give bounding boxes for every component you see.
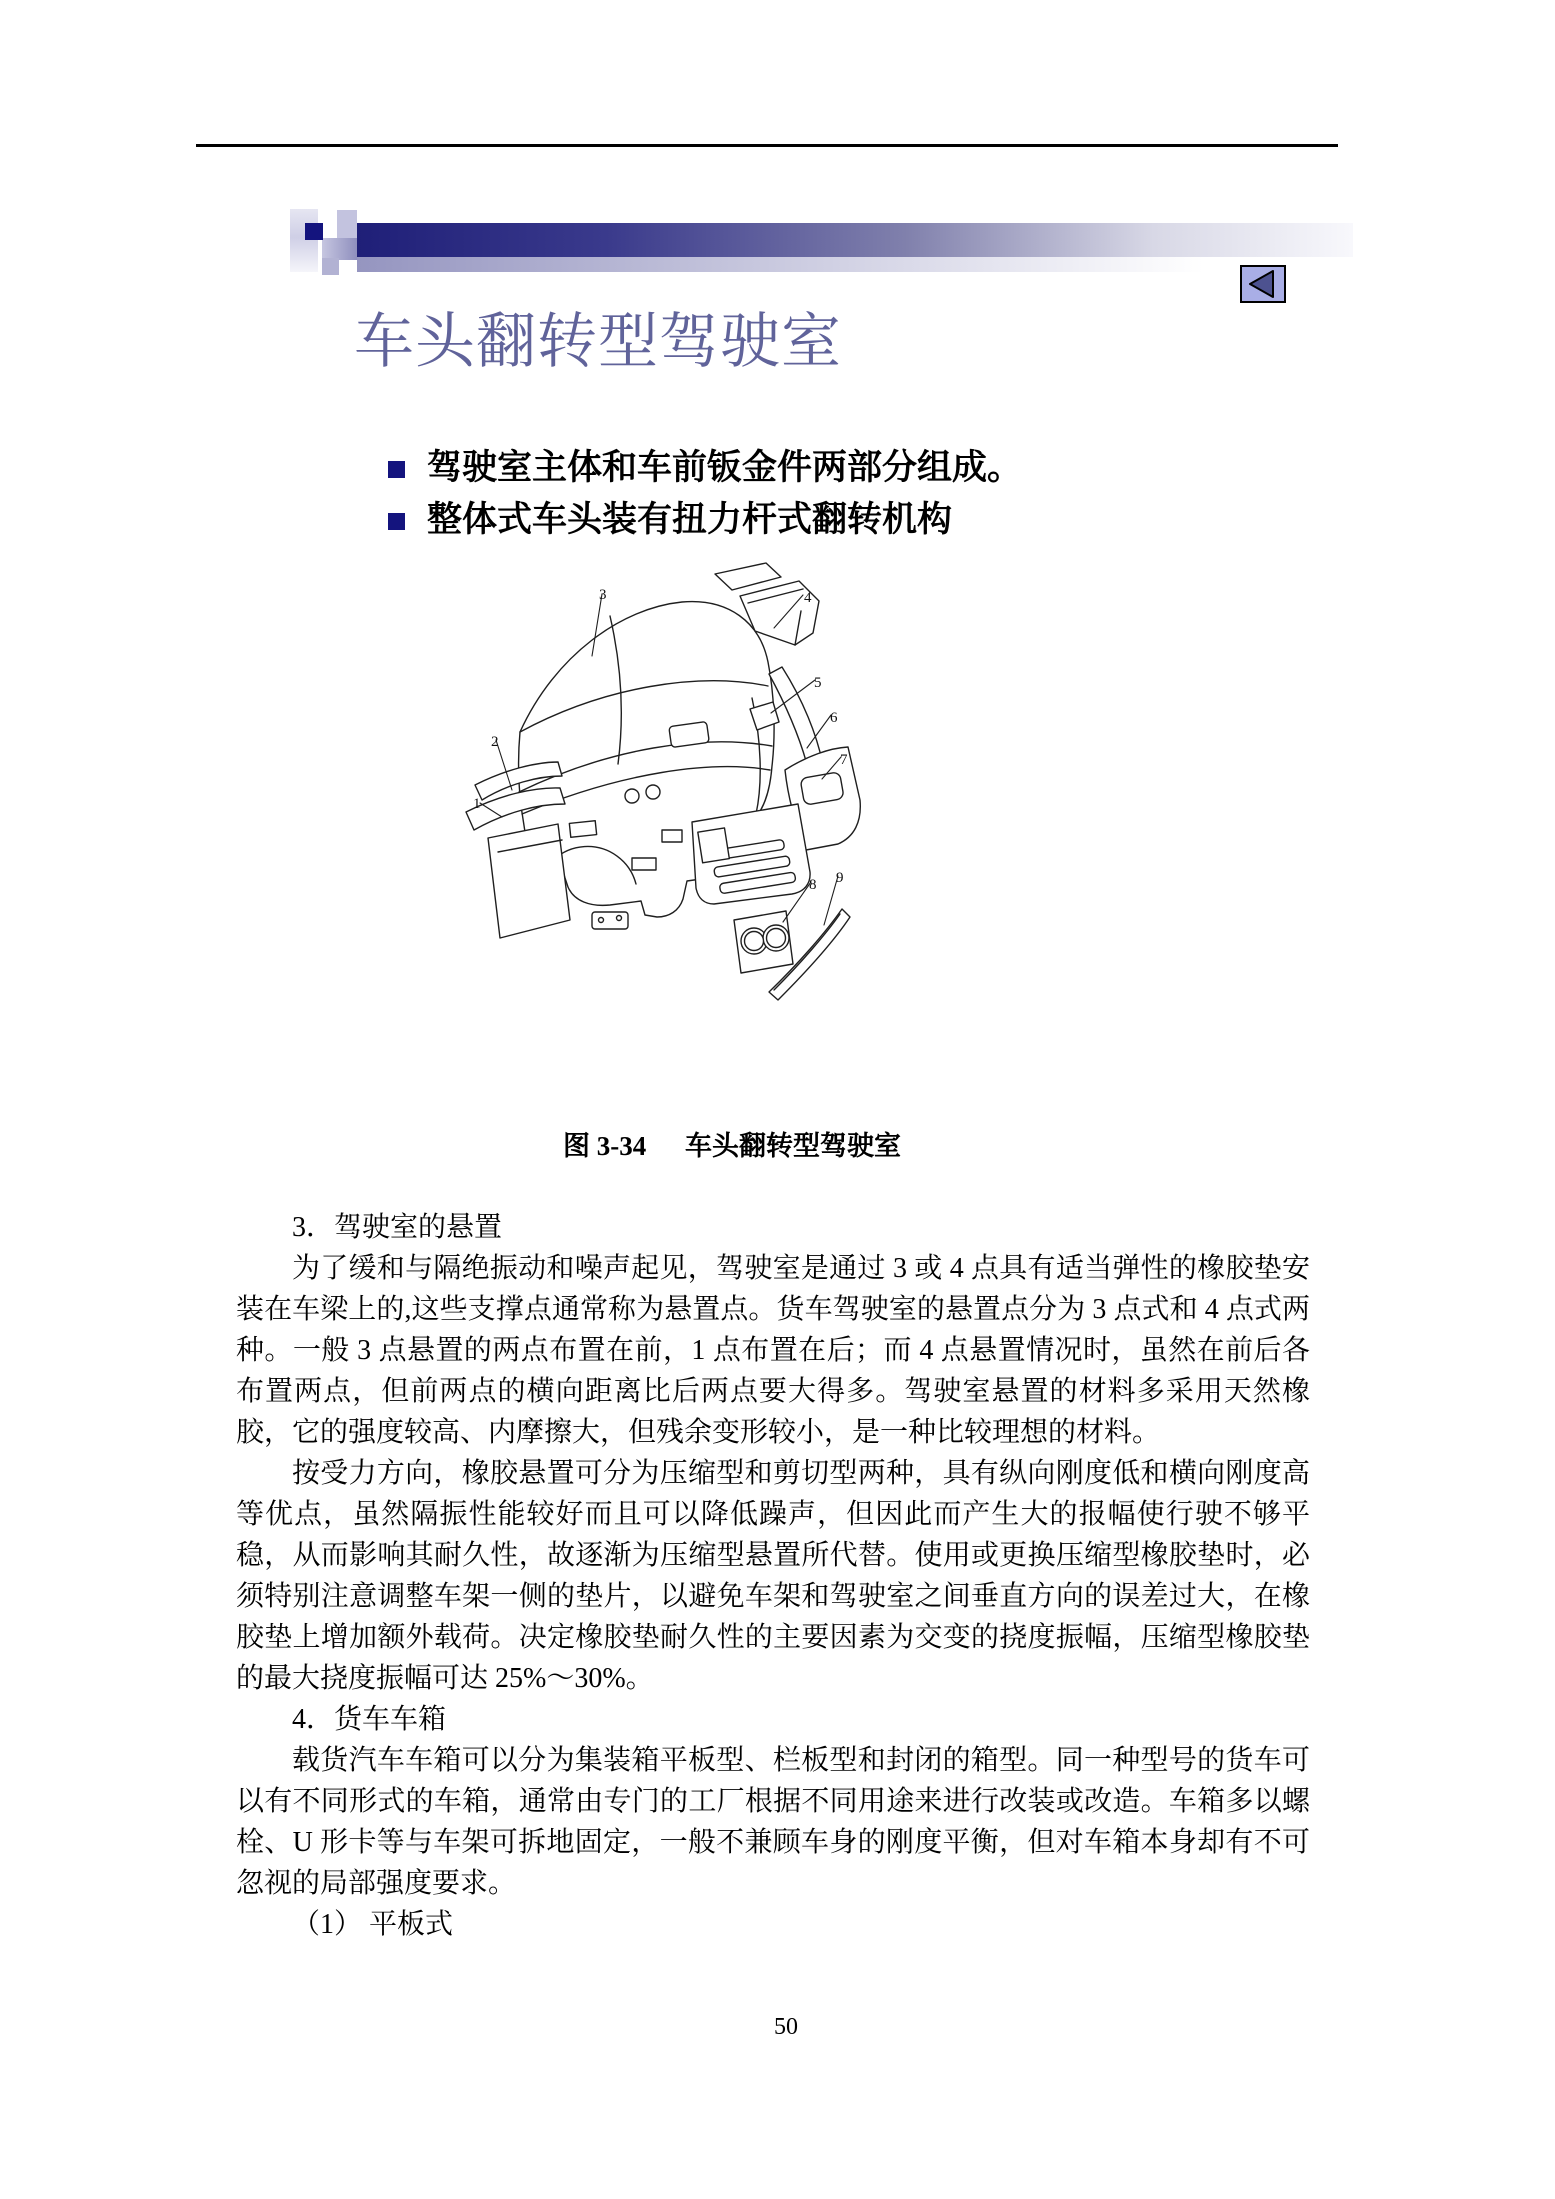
bullet-text: 整体式车头装有扭力杆式翻转机构	[427, 500, 953, 539]
header-deco-square-small	[322, 258, 339, 275]
page-number: 50	[774, 2014, 798, 2040]
top-divider-line	[196, 144, 1338, 147]
windshield-frame-parts-drawing	[466, 762, 570, 938]
page-title: 车头翻转型驾驶室	[354, 309, 842, 375]
part-number-label: 1	[473, 796, 481, 812]
paragraph: 载货汽车车箱可以分为集装箱平板型、栏板型和封闭的箱型。同一种型号的货车可以有不同形式的车箱，通常由专门的工厂根据不同用途来进行改装或改造。车箱多以螺栓、U 形卡等与车架可拆地固定，一般不兼顾车身的刚度平衡，但对车箱本身却有不可忽视的局部强度要求。	[236, 1745, 1310, 1899]
part-number-label: 3	[599, 587, 607, 603]
figure-caption	[563, 1124, 901, 1163]
back-icon	[1242, 267, 1284, 301]
figure-caption-title: 车头翻转型驾驶室	[685, 1131, 901, 1161]
bullet-square-icon	[388, 461, 405, 478]
part-number-label: 8	[809, 877, 817, 893]
back-button[interactable]	[1240, 265, 1286, 303]
bullet-square-icon	[388, 513, 405, 530]
paragraph: 为了缓和与隔绝振动和噪声起见，驾驶室是通过 3 或 4 点具有适当弹性的橡胶垫安装在车梁上的,这些支撑点通常称为悬置点。货车驾驶室的悬置点分为 3 点式和 4 点式两种。一般 3 点悬置的两点布置在前，1 点布置在后；而 4 点悬置情况时，虽然在前后各布置两点，但前两点的横向距离比后两点要大得多。驾驶室悬置的材料多采用天然橡胶，它的强度较高、内摩擦大，但残余变形较小，是一种比较理想的材料。	[236, 1253, 1310, 1448]
section-heading: 4．货车车箱	[292, 1704, 447, 1735]
part-number-label: 6	[830, 710, 838, 726]
part-number-label: 2	[491, 734, 499, 750]
body-text	[236, 1207, 1310, 1945]
section-heading: （1） 平板式	[292, 1909, 454, 1940]
cab-exploded-diagram	[370, 560, 870, 1020]
part-number-label: 7	[840, 752, 848, 768]
grille-panel-drawing	[692, 804, 810, 904]
header-deco-pale-bar	[290, 209, 318, 272]
part-number-label: 4	[804, 590, 812, 606]
section-heading: 3．驾驶室的悬置	[292, 1212, 503, 1243]
figure-caption-label: 图 3-34	[563, 1131, 647, 1161]
header-deco-square-navy	[305, 223, 323, 240]
part-number-label: 5	[814, 675, 822, 691]
header-gradient-bar	[357, 223, 1353, 257]
header-gradient-bar-shadow	[357, 257, 1353, 272]
part-number-label: 9	[836, 870, 844, 886]
bullet-text: 驾驶室主体和车前钣金件两部分组成。	[427, 448, 1023, 487]
paragraph: 按受力方向，橡胶悬置可分为压缩型和剪切型两种，具有纵向刚度低和横向刚度高等优点，虽然隔振性能较好而且可以降低躁声，但因此而产生大的报幅使行驶不够平稳，从而影响其耐久性，故逐渐为压缩型悬置所代替。使用或更换压缩型橡胶垫时，必须特别注意调整车架一侧的垫片，以避免车架和驾驶室之间垂直方向的误差过大，在橡胶垫上增加额外载荷。决定橡胶垫耐久性的主要因素为交变的挠度振幅，压缩型橡胶垫的最大挠度振幅可达 25%～30%。	[236, 1458, 1310, 1694]
header-deco-square-mid	[322, 238, 357, 260]
header-deco-square-light	[337, 210, 357, 238]
